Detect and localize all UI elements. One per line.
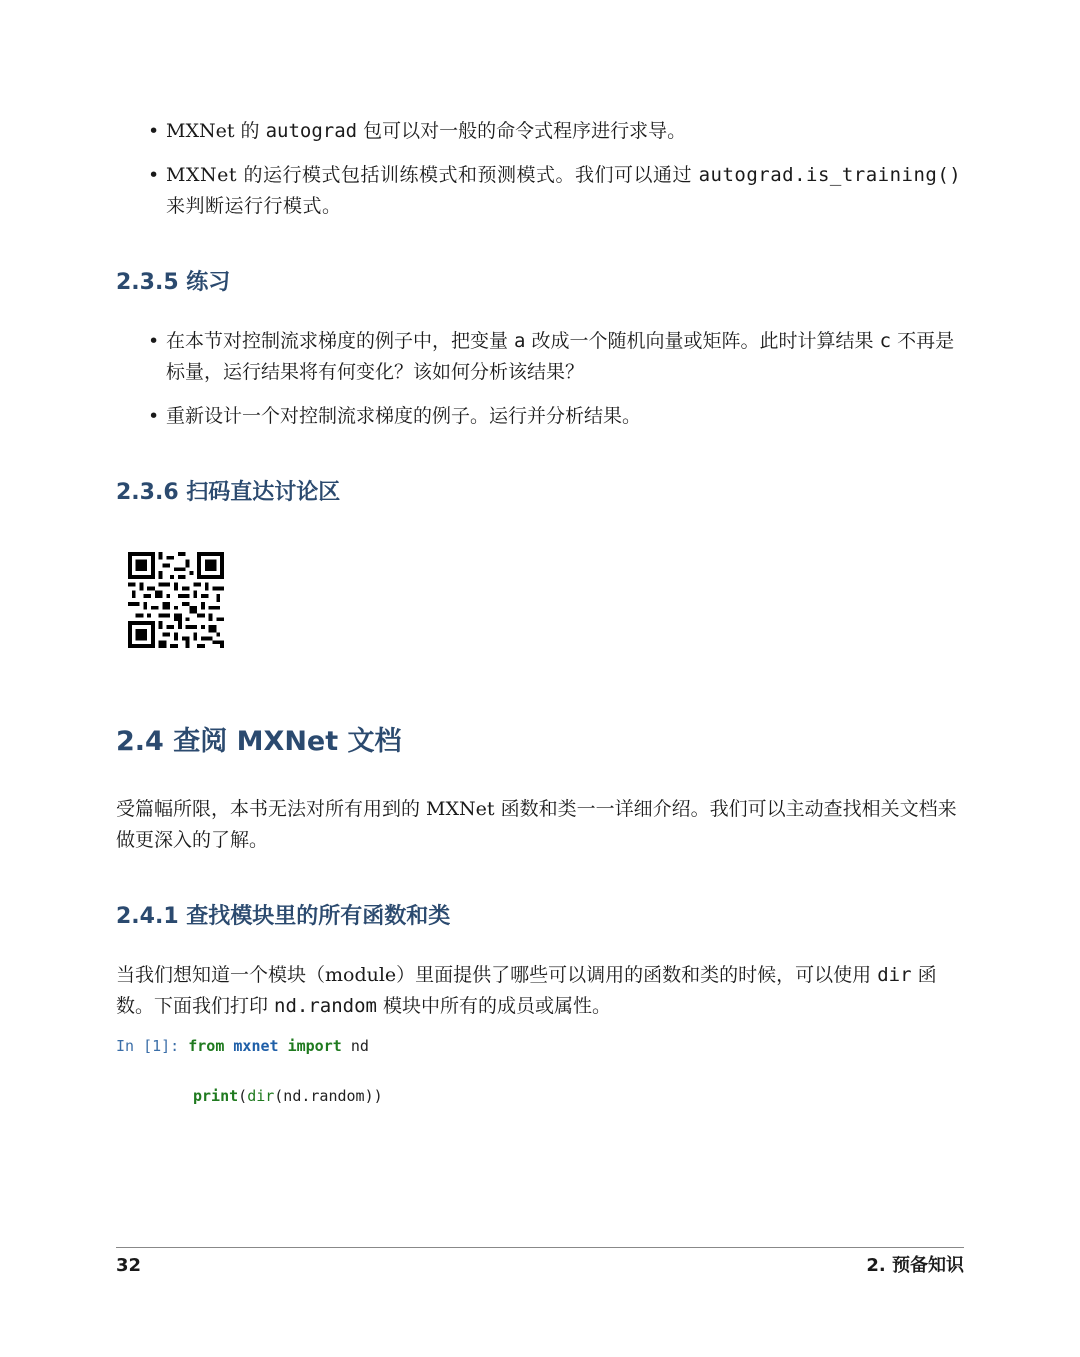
code-cell-line-2: print(dir(nd.random)) <box>193 1087 383 1105</box>
summary-bullet-1: • MXNet 的 autograd 包可以对一般的命令式程序进行求导。 <box>116 116 964 147</box>
section-heading-2-3-5: 2.3.5 练习 <box>116 270 231 295</box>
summary-bullet-2: • MXNet 的运行模式包括训练模式和预测模式。我们可以通过 autograd.is_training() 来判断运行行模式。 <box>116 160 964 222</box>
inline-code: dir <box>877 964 912 986</box>
qr-code <box>128 552 224 648</box>
section-2-4-paragraph: 受篇幅所限，本书无法对所有用到的 MXNet 函数和类一一详细介绍。我们可以主动查找相关文档来做更深入的了解。 <box>116 798 957 851</box>
inline-code: a <box>514 330 526 352</box>
section-heading-2-4: 2.4 查阅 MXNet 文档 <box>116 726 402 757</box>
bullet-dot: • <box>148 164 160 186</box>
exercise-bullet-2: • 重新设计一个对控制流求梯度的例子。运行并分析结果。 <box>116 401 964 432</box>
code-cell-line-1: In [1]: from mxnet import nd <box>116 1037 369 1055</box>
bullet-dot: • <box>148 120 160 142</box>
inline-code: autograd <box>265 120 358 142</box>
footer-rule <box>116 1247 964 1248</box>
page-number: 32 <box>116 1255 142 1276</box>
exercise-bullet-1: • 在本节对控制流求梯度的例子中，把变量 a 改成一个随机向量或矩阵。此时计算结果 c 不再是标量，运行结果将有何变化？该如何分析该结果？ <box>116 326 964 388</box>
cell-prompt: In [1]: <box>116 1037 180 1055</box>
inline-code: autograd.is_training() <box>698 164 962 186</box>
inline-code: c <box>879 330 892 352</box>
inline-code: nd.random <box>274 995 377 1017</box>
bullet-dot: • <box>148 330 160 352</box>
section-heading-2-3-6: 2.3.6 扫码直达讨论区 <box>116 480 341 505</box>
chapter-title: 2. 预备知识 <box>866 1255 964 1276</box>
bullet-dot: • <box>148 405 160 427</box>
section-heading-2-4-1: 2.4.1 查找模块里的所有函数和类 <box>116 904 451 929</box>
section-2-4-1-paragraph: 当我们想知道一个模块（module）里面提供了哪些可以调用的函数和类的时候，可以使用 dir 函数。下面我们打印 nd.random 模块中所有的成员或属性。 <box>116 964 937 1017</box>
